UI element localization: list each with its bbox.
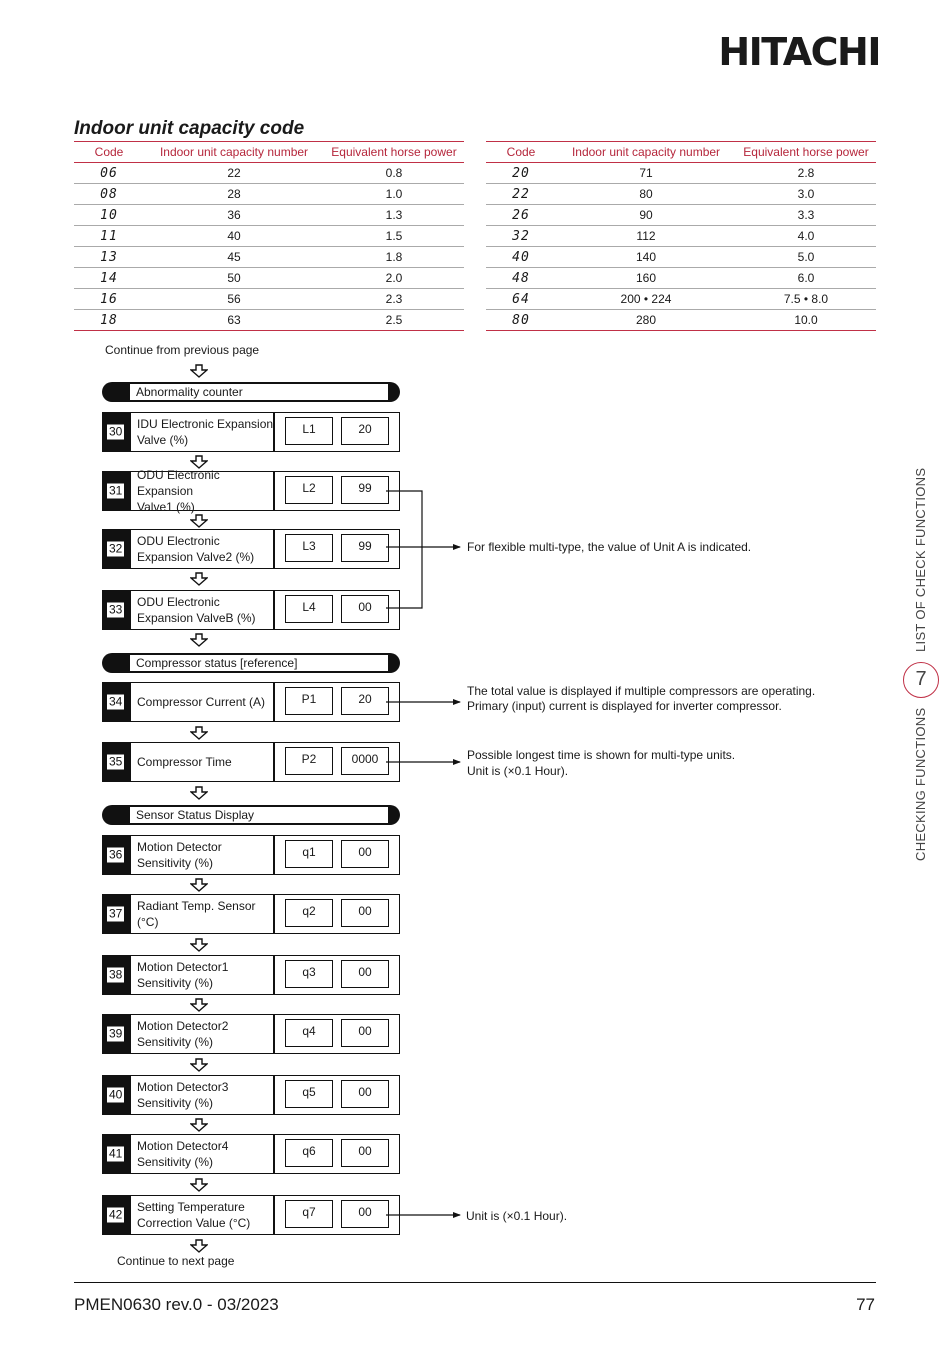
down-arrow-icon — [190, 786, 208, 800]
section-label: Sensor Status Display — [130, 807, 388, 823]
cell-capacity: 80 — [556, 184, 736, 205]
row-value: 00 — [341, 899, 389, 927]
row-code: P1 — [285, 687, 333, 715]
check-row-31 — [102, 468, 400, 514]
down-arrow-icon — [190, 514, 208, 528]
check-row-41 — [102, 1134, 400, 1174]
row-code: q5 — [285, 1080, 333, 1108]
cell-capacity: 200 • 224 — [556, 289, 736, 310]
check-row-35 — [102, 742, 400, 782]
note-flexible: For flexible multi-type, the value of Unit A is indicated. — [467, 540, 752, 554]
row-value: 00 — [341, 595, 389, 623]
cell-code: 22 — [486, 184, 556, 205]
cell-code: 32 — [486, 226, 556, 247]
table-row — [74, 163, 464, 184]
section-sensor-status — [102, 805, 400, 825]
cell-capacity: 112 — [556, 226, 736, 247]
table-row — [486, 289, 876, 310]
header-code: Code — [74, 142, 144, 163]
cell-hp: 7.5 • 8.0 — [736, 289, 876, 310]
row-code: q2 — [285, 899, 333, 927]
cell-capacity: 90 — [556, 205, 736, 226]
check-row-40 — [102, 1075, 400, 1115]
check-row-39 — [102, 1014, 400, 1054]
row-label: Motion Detector2 Sensitivity (%) — [137, 1019, 229, 1049]
row-label: Radiant Temp. Sensor (°C) — [137, 899, 256, 929]
table-row — [486, 226, 876, 247]
down-arrow-icon — [190, 1118, 208, 1132]
down-arrow-icon — [190, 878, 208, 892]
table-row — [74, 226, 464, 247]
row-code: q6 — [285, 1139, 333, 1167]
row-value: 00 — [341, 1139, 389, 1167]
cell-capacity: 36 — [144, 205, 324, 226]
cell-hp: 3.3 — [736, 205, 876, 226]
table-row — [74, 289, 464, 310]
cell-capacity: 45 — [144, 247, 324, 268]
row-label: Compressor Time — [137, 755, 232, 769]
cell-capacity: 50 — [144, 268, 324, 289]
section-label: Abnormality counter — [130, 384, 388, 400]
row-number: 42 — [109, 1207, 123, 1222]
cell-code: 20 — [486, 163, 556, 184]
cell-capacity: 140 — [556, 247, 736, 268]
table-row — [74, 268, 464, 289]
check-row-30 — [102, 412, 400, 452]
note-compressor-current-2: Primary (input) current is displayed for inverter compressor. — [467, 699, 782, 713]
section-compressor-status — [102, 653, 400, 673]
header-hp: Equivalent horse power — [324, 142, 464, 163]
continue-from-text: Continue from previous page — [105, 343, 260, 357]
cell-code: 80 — [486, 310, 556, 331]
section-title: Indoor unit capacity code — [74, 118, 305, 139]
cell-capacity: 280 — [556, 310, 736, 331]
cell-capacity: 22 — [144, 163, 324, 184]
row-value: 00 — [341, 1200, 389, 1228]
check-row-37 — [102, 894, 400, 934]
table-row — [486, 163, 876, 184]
row-number: 36 — [109, 847, 123, 862]
footer-rule — [74, 1282, 876, 1283]
row-code: q1 — [285, 840, 333, 868]
cell-hp: 6.0 — [736, 268, 876, 289]
table-row — [74, 205, 464, 226]
row-label: ODU Electronic Expansion Valve1 (%) — [137, 468, 220, 514]
chapter-number-circle: 7 — [903, 662, 939, 698]
down-arrow-icon — [190, 1239, 208, 1253]
header-capacity: Indoor unit capacity number — [556, 142, 736, 163]
table-row — [486, 310, 876, 331]
cell-capacity: 160 — [556, 268, 736, 289]
table-row — [486, 247, 876, 268]
row-number: 30 — [109, 424, 123, 439]
down-arrow-icon — [190, 633, 208, 647]
row-value: 00 — [341, 1080, 389, 1108]
row-number: 39 — [109, 1026, 123, 1041]
cell-code: 40 — [486, 247, 556, 268]
cell-hp: 2.5 — [324, 310, 464, 331]
down-arrow-icon — [190, 726, 208, 740]
cell-code: 08 — [74, 184, 144, 205]
hitachi-logo: HITACHI — [718, 30, 880, 74]
row-label: Compressor Current (A) — [137, 695, 266, 709]
down-arrow-icon — [190, 1058, 208, 1072]
row-code: P2 — [285, 747, 333, 775]
row-number: 40 — [109, 1087, 123, 1102]
down-arrow-icon — [190, 998, 208, 1012]
cell-code: 26 — [486, 205, 556, 226]
cell-code: 11 — [74, 226, 144, 247]
row-number: 33 — [109, 602, 123, 617]
continue-to-text: Continue to next page — [117, 1254, 235, 1268]
cell-hp: 2.3 — [324, 289, 464, 310]
row-label: ODU Electronic Expansion Valve2 (%) — [137, 534, 255, 564]
row-code: q7 — [285, 1200, 333, 1228]
cell-code: 06 — [74, 163, 144, 184]
check-row-38 — [102, 955, 400, 995]
capacity-table-left — [74, 141, 464, 331]
cell-hp: 5.0 — [736, 247, 876, 268]
row-label: Motion Detector4 Sensitivity (%) — [137, 1139, 229, 1169]
row-number: 35 — [109, 754, 123, 769]
table-row — [74, 184, 464, 205]
row-label: ODU Electronic Expansion ValveB (%) — [137, 595, 256, 625]
note-compressor-current-1: The total value is displayed if multiple compressors are operating. — [467, 684, 816, 698]
row-value: 20 — [341, 687, 389, 715]
row-value: 00 — [341, 1019, 389, 1047]
table-row — [486, 268, 876, 289]
row-value: 00 — [341, 840, 389, 868]
cell-capacity: 56 — [144, 289, 324, 310]
down-arrow-icon — [190, 1178, 208, 1192]
down-arrow-icon — [190, 572, 208, 586]
row-value: 20 — [341, 417, 389, 445]
cell-hp: 4.0 — [736, 226, 876, 247]
header-hp: Equivalent horse power — [736, 142, 876, 163]
row-label: Motion Detector Sensitivity (%) — [137, 840, 222, 870]
cell-hp: 3.0 — [736, 184, 876, 205]
row-label: IDU Electronic Expansion Valve (%) — [137, 417, 274, 447]
side-tab-top-text: LIST OF CHECK FUNCTIONS — [913, 467, 928, 652]
row-label: Setting Temperature Correction Value (°C) — [137, 1200, 251, 1230]
cell-capacity: 28 — [144, 184, 324, 205]
footer-doc-ref: PMEN0630 rev.0 - 03/2023 — [74, 1295, 279, 1314]
note-compressor-time-2: Unit is (×0.1 Hour). — [467, 764, 569, 778]
row-number: 34 — [109, 694, 123, 709]
row-label: Motion Detector3 Sensitivity (%) — [137, 1080, 229, 1110]
note-compressor-time-1: Possible longest time is shown for multi-type units. — [467, 748, 736, 762]
row-code: q3 — [285, 960, 333, 988]
down-arrow-icon — [190, 938, 208, 952]
row-value: 99 — [341, 534, 389, 562]
cell-code: 18 — [74, 310, 144, 331]
down-arrow-icon — [190, 364, 208, 378]
row-number: 31 — [109, 483, 123, 498]
row-value: 99 — [341, 476, 389, 504]
cell-hp: 1.3 — [324, 205, 464, 226]
cell-capacity: 63 — [144, 310, 324, 331]
cell-hp: 10.0 — [736, 310, 876, 331]
cell-code: 10 — [74, 205, 144, 226]
cell-hp: 2.8 — [736, 163, 876, 184]
row-label: Motion Detector1 Sensitivity (%) — [137, 960, 229, 990]
cell-code: 16 — [74, 289, 144, 310]
cell-code: 13 — [74, 247, 144, 268]
row-number: 37 — [109, 906, 123, 921]
table-row — [74, 247, 464, 268]
side-tab-bottom-text: CHECKING FUNCTIONS — [913, 707, 928, 861]
cell-hp: 2.0 — [324, 268, 464, 289]
check-row-34 — [102, 682, 400, 722]
cell-hp: 1.5 — [324, 226, 464, 247]
capacity-table-right — [486, 141, 876, 331]
row-code: L3 — [285, 534, 333, 562]
row-value: 0000 — [341, 747, 389, 775]
cell-capacity: 40 — [144, 226, 324, 247]
table-row — [74, 310, 464, 331]
table-row — [486, 184, 876, 205]
check-row-33 — [102, 590, 400, 630]
cell-hp: 1.0 — [324, 184, 464, 205]
row-code: L1 — [285, 417, 333, 445]
footer-page-number: 77 — [856, 1295, 875, 1314]
check-row-32 — [102, 529, 400, 569]
table-row — [486, 205, 876, 226]
note-setting-temp: Unit is (×0.1 Hour). — [466, 1209, 568, 1223]
cell-hp: 1.8 — [324, 247, 464, 268]
check-row-42 — [102, 1195, 400, 1235]
cell-code: 14 — [74, 268, 144, 289]
check-row-36 — [102, 835, 400, 875]
header-code: Code — [486, 142, 556, 163]
cell-code: 48 — [486, 268, 556, 289]
header-capacity: Indoor unit capacity number — [144, 142, 324, 163]
row-code: q4 — [285, 1019, 333, 1047]
row-number: 41 — [109, 1146, 123, 1161]
row-value: 00 — [341, 960, 389, 988]
section-label: Compressor status [reference] — [130, 655, 388, 671]
row-code: L2 — [285, 476, 333, 504]
row-code: L4 — [285, 595, 333, 623]
row-number: 32 — [109, 541, 123, 556]
cell-hp: 0.8 — [324, 163, 464, 184]
row-number: 38 — [109, 967, 123, 982]
cell-code: 64 — [486, 289, 556, 310]
cell-capacity: 71 — [556, 163, 736, 184]
section-abnormality-counter — [102, 382, 400, 402]
